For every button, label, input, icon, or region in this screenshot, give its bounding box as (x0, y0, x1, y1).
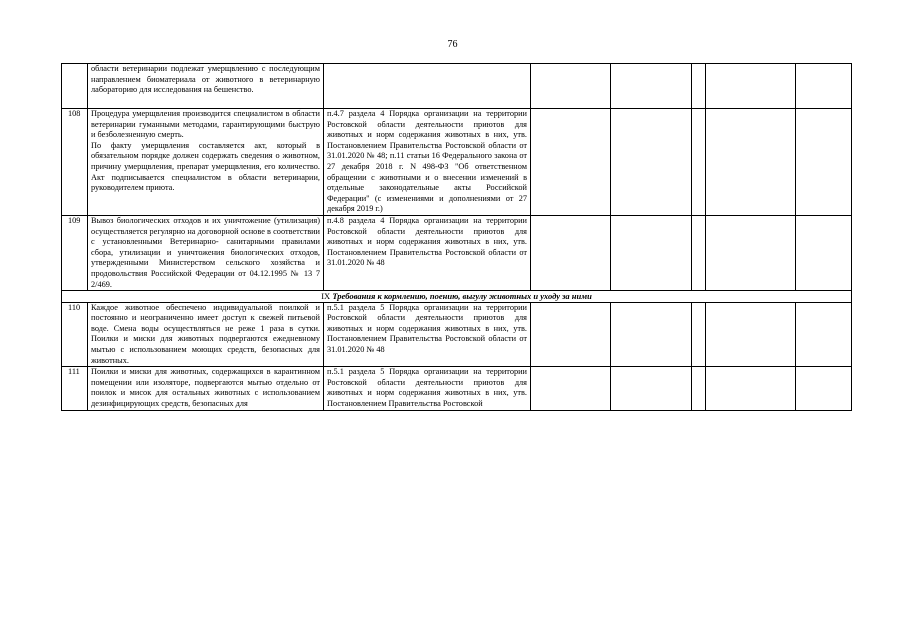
empty-cell (531, 215, 611, 290)
empty-cell (796, 109, 852, 216)
requirement-text: Вывоз биологических отходов и их уничтожение (утилизация) осуществляется регулярно на договорной основе в соответствии с установленными Ветеринарно- санитарными правилами сбора, утилизации и уничтожения биологических отходов, утвержденными Министерством сельского хозяйства и продовольствия Российской Федерации от 04.12.1995 № 13 7 2/469. (91, 215, 320, 289)
source-cell: п.4.8 раздела 4 Порядка организации на территории Ростовской области деятельности приютов для животных и норм содержания животных в них, утв. Постановлением Правительства Ростовской области от 31.01.2020 № 48 (324, 215, 531, 290)
row-number: 109 (62, 215, 88, 290)
requirement-cell (88, 64, 324, 109)
empty-cell (531, 64, 611, 109)
table-row (62, 215, 852, 290)
section-numeral: IX (321, 291, 331, 302)
empty-cell (796, 215, 852, 290)
requirement-cell (88, 109, 324, 216)
page-number: 76 (447, 39, 458, 50)
table-row (62, 64, 852, 109)
source-cell (324, 64, 531, 109)
empty-cell (611, 64, 692, 109)
row-number: 111 (62, 367, 88, 410)
section-title: Требования к кормлению, поению, выгулу животных и уходу за ними (332, 291, 592, 302)
requirements-table (61, 63, 852, 411)
requirement-text: Процедура умерщвления производится специалистом в области ветеринарии гуманными методами, гарантирующими быструю и безболезненную смерть. (91, 109, 320, 140)
requirement-text: Каждое животное обеспечено индивидуальной поилкой и постоянно и неограниченно имеет доступ к свежей питьевой воде. Смена воды осуществляться не реже 1 раза в сутки. Поилки и миски для животных подвергаются ежедневному мытью с использованием моющих средств, безопасных для животных. (91, 302, 320, 365)
requirement-cell (88, 302, 324, 367)
empty-cell (611, 302, 692, 367)
requirement-text: По факту умерщвления составляется акт, который в обязательном порядке должен содержать сведения о животном, причину умерщвления, препарат умерщвления, его количество. Акт подписывается специалистом в области ветеринарии, руководителем приюта. (91, 140, 320, 193)
source-cell: п.5.1 раздела 5 Порядка организации на территории Ростовской области деятельности приютов для животных и норм содержания животных в них, утв. Постановлением Правительства Ростовской (324, 367, 531, 410)
empty-cell (706, 215, 796, 290)
empty-cell (611, 109, 692, 216)
table-row (62, 109, 852, 216)
empty-cell (531, 109, 611, 216)
source-cell: п.4.7 раздела 4 Порядка организации на территории Ростовской области деятельности приютов для животных и норм содержания животных в них, утв. Постановлением Правительства Ростовской области от 31.01.2020 № 48; п.11 статьи 16 Федерального закона от 27 декабря 2018 г. N 498-ФЗ "Об ответственном обращении с животными и о внесении изменений в отдельные законодательные акты Российской Федерации" (с изменениями и дополнениями от 27 декабря 2019 г.) (324, 109, 531, 216)
empty-cell (706, 367, 796, 410)
empty-cell (531, 302, 611, 367)
row-number: 108 (62, 109, 88, 216)
row-number (62, 64, 88, 109)
requirement-text: области ветеринарии подлежат умерщвлению с последующим направлением биоматериала от животного в ветеринарную лабораторию для исследования на бешенство. (91, 64, 320, 95)
empty-cell (692, 302, 706, 367)
empty-cell (611, 215, 692, 290)
empty-cell (706, 302, 796, 367)
section-header-row (62, 291, 852, 303)
empty-cell (692, 215, 706, 290)
empty-cell (796, 64, 852, 109)
empty-cell (531, 367, 611, 410)
requirement-cell (88, 215, 324, 290)
table-row (62, 302, 852, 367)
requirement-cell (88, 367, 324, 410)
empty-cell (692, 109, 706, 216)
empty-cell (796, 302, 852, 367)
empty-cell (796, 367, 852, 410)
row-number: 110 (62, 302, 88, 367)
empty-cell (611, 367, 692, 410)
empty-cell (692, 367, 706, 410)
table-row (62, 367, 852, 410)
empty-cell (706, 109, 796, 216)
requirement-text: Поилки и миски для животных, содержащихся в карантинном помещении или изоляторе, подвергаются мытью отдельно от поилок и мисок для остальных животных с использованием дезинфицирующих средств, безопасных для (91, 367, 320, 409)
empty-cell (692, 64, 706, 109)
source-cell: п.5.1 раздела 5 Порядка организации на территории Ростовской области деятельности приютов для животных и норм содержания животных в них, утв. Постановлением Правительства Ростовской области от 31.01.2020 № 48 (324, 302, 531, 367)
section-header (62, 291, 852, 303)
empty-cell (706, 64, 796, 109)
